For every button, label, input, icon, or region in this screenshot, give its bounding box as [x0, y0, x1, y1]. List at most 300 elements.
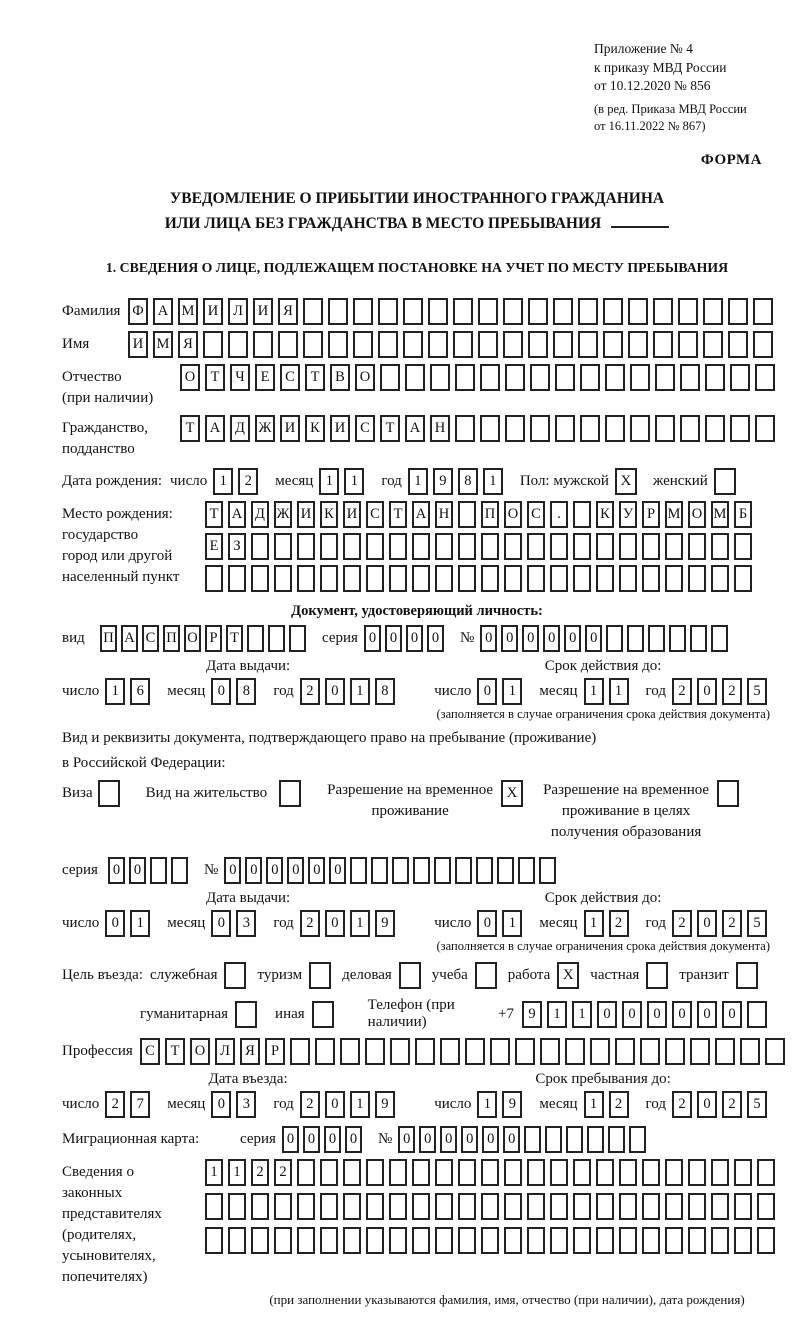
char-cell[interactable]: 0	[585, 625, 602, 652]
char-cell[interactable]: Т	[226, 625, 243, 652]
char-cell[interactable]	[665, 1227, 683, 1254]
char-cell[interactable]	[528, 331, 548, 358]
char-cell[interactable]	[705, 415, 725, 442]
char-cell[interactable]: 0	[329, 857, 346, 884]
char-cell[interactable]	[390, 1038, 410, 1065]
char-cell[interactable]	[353, 331, 373, 358]
char-cell[interactable]	[389, 1193, 407, 1220]
char-cell[interactable]	[540, 1038, 560, 1065]
char-cell[interactable]	[578, 331, 598, 358]
char-cell[interactable]: 5	[747, 1091, 767, 1118]
char-cell[interactable]	[435, 1193, 453, 1220]
char-cell[interactable]	[665, 533, 683, 560]
char-cell[interactable]	[303, 331, 323, 358]
char-cell[interactable]	[688, 1193, 706, 1220]
char-cell[interactable]	[389, 533, 407, 560]
char-cell[interactable]	[627, 625, 644, 652]
char-cell[interactable]: Т	[380, 415, 400, 442]
char-cell[interactable]	[481, 533, 499, 560]
char-cell[interactable]	[630, 415, 650, 442]
char-cell[interactable]: 0	[522, 625, 539, 652]
char-cell[interactable]	[555, 415, 575, 442]
char-cell[interactable]	[458, 565, 476, 592]
char-cell[interactable]	[251, 565, 269, 592]
char-cell[interactable]: 0	[325, 910, 345, 937]
char-cell[interactable]	[518, 857, 535, 884]
char-cell[interactable]: И	[128, 331, 148, 358]
char-cell[interactable]: 2	[672, 910, 692, 937]
char-cell[interactable]	[596, 1227, 614, 1254]
char-cell[interactable]: А	[121, 625, 138, 652]
checkbox-private[interactable]	[646, 962, 668, 989]
char-cell[interactable]: С	[527, 501, 545, 528]
char-cell[interactable]	[278, 331, 298, 358]
char-cell[interactable]	[171, 857, 188, 884]
char-cell[interactable]	[465, 1038, 485, 1065]
char-cell[interactable]	[565, 1038, 585, 1065]
char-cell[interactable]	[550, 1159, 568, 1186]
char-cell[interactable]: Т	[205, 364, 225, 391]
char-cell[interactable]	[403, 331, 423, 358]
char-cell[interactable]	[596, 1159, 614, 1186]
char-cell[interactable]	[380, 364, 400, 391]
char-cell[interactable]	[605, 415, 625, 442]
char-cell[interactable]	[530, 364, 550, 391]
char-cell[interactable]: 0	[597, 1001, 617, 1028]
char-cell[interactable]: 0	[427, 625, 444, 652]
char-cell[interactable]: 3	[236, 910, 256, 937]
char-cell[interactable]	[303, 298, 323, 325]
char-cell[interactable]	[527, 565, 545, 592]
char-cell[interactable]	[642, 533, 660, 560]
char-cell[interactable]: 2	[300, 910, 320, 937]
char-cell[interactable]	[405, 364, 425, 391]
char-cell[interactable]	[690, 625, 707, 652]
char-cell[interactable]	[392, 857, 409, 884]
checkbox-tourism[interactable]	[309, 962, 331, 989]
char-cell[interactable]	[550, 1227, 568, 1254]
char-cell[interactable]: 0	[440, 1126, 457, 1153]
char-cell[interactable]	[458, 1227, 476, 1254]
char-cell[interactable]	[527, 1193, 545, 1220]
char-cell[interactable]	[678, 298, 698, 325]
char-cell[interactable]	[253, 331, 273, 358]
char-cell[interactable]	[247, 625, 264, 652]
char-cell[interactable]: И	[297, 501, 315, 528]
char-cell[interactable]: 0	[308, 857, 325, 884]
char-cell[interactable]: 0	[647, 1001, 667, 1028]
char-cell[interactable]	[366, 565, 384, 592]
char-cell[interactable]	[389, 1159, 407, 1186]
char-cell[interactable]	[455, 857, 472, 884]
char-cell[interactable]	[608, 1126, 625, 1153]
char-cell[interactable]: 1	[350, 1091, 370, 1118]
char-cell[interactable]: Е	[255, 364, 275, 391]
char-cell[interactable]: С	[280, 364, 300, 391]
char-cell[interactable]	[715, 1038, 735, 1065]
char-cell[interactable]: Р	[642, 501, 660, 528]
char-cell[interactable]	[350, 857, 367, 884]
char-cell[interactable]: 1	[350, 910, 370, 937]
char-cell[interactable]	[434, 857, 451, 884]
char-cell[interactable]	[412, 1159, 430, 1186]
char-cell[interactable]	[343, 533, 361, 560]
char-cell[interactable]: А	[153, 298, 173, 325]
char-cell[interactable]	[527, 1159, 545, 1186]
char-cell[interactable]: О	[190, 1038, 210, 1065]
char-cell[interactable]: О	[184, 625, 201, 652]
char-cell[interactable]	[653, 298, 673, 325]
char-cell[interactable]	[619, 1193, 637, 1220]
char-cell[interactable]: 0	[697, 1091, 717, 1118]
char-cell[interactable]: 0	[398, 1126, 415, 1153]
char-cell[interactable]: К	[596, 501, 614, 528]
checkbox-business[interactable]	[399, 962, 421, 989]
char-cell[interactable]	[703, 298, 723, 325]
char-cell[interactable]	[297, 533, 315, 560]
char-cell[interactable]	[458, 1159, 476, 1186]
char-cell[interactable]	[478, 331, 498, 358]
char-cell[interactable]: Р	[205, 625, 222, 652]
char-cell[interactable]	[765, 1038, 785, 1065]
char-cell[interactable]	[412, 565, 430, 592]
char-cell[interactable]	[619, 533, 637, 560]
char-cell[interactable]	[628, 331, 648, 358]
char-cell[interactable]: М	[665, 501, 683, 528]
char-cell[interactable]	[268, 625, 285, 652]
char-cell[interactable]: А	[228, 501, 246, 528]
char-cell[interactable]: 0	[543, 625, 560, 652]
char-cell[interactable]	[573, 533, 591, 560]
char-cell[interactable]	[428, 298, 448, 325]
char-cell[interactable]: 0	[303, 1126, 320, 1153]
char-cell[interactable]	[150, 857, 167, 884]
char-cell[interactable]: 8	[375, 678, 395, 705]
char-cell[interactable]: 0	[211, 678, 231, 705]
checkbox-female[interactable]	[714, 468, 736, 495]
char-cell[interactable]	[596, 565, 614, 592]
char-cell[interactable]: 0	[503, 1126, 520, 1153]
char-cell[interactable]	[320, 565, 338, 592]
char-cell[interactable]	[550, 565, 568, 592]
char-cell[interactable]: Н	[430, 415, 450, 442]
char-cell[interactable]: 2	[722, 678, 742, 705]
char-cell[interactable]: 1	[572, 1001, 592, 1028]
char-cell[interactable]: П	[163, 625, 180, 652]
char-cell[interactable]	[458, 533, 476, 560]
char-cell[interactable]	[730, 364, 750, 391]
char-cell[interactable]: 0	[419, 1126, 436, 1153]
char-cell[interactable]	[665, 565, 683, 592]
char-cell[interactable]: Б	[734, 501, 752, 528]
char-cell[interactable]	[251, 1227, 269, 1254]
char-cell[interactable]	[580, 415, 600, 442]
char-cell[interactable]: 1	[205, 1159, 223, 1186]
char-cell[interactable]	[757, 1227, 775, 1254]
char-cell[interactable]: К	[305, 415, 325, 442]
char-cell[interactable]	[573, 1227, 591, 1254]
char-cell[interactable]: Д	[251, 501, 269, 528]
char-cell[interactable]: В	[330, 364, 350, 391]
char-cell[interactable]	[740, 1038, 760, 1065]
char-cell[interactable]	[527, 1227, 545, 1254]
char-cell[interactable]: 1	[483, 468, 503, 495]
char-cell[interactable]	[630, 364, 650, 391]
char-cell[interactable]: 0	[697, 678, 717, 705]
char-cell[interactable]: 0	[461, 1126, 478, 1153]
char-cell[interactable]: 1	[228, 1159, 246, 1186]
char-cell[interactable]	[476, 857, 493, 884]
char-cell[interactable]	[320, 1193, 338, 1220]
char-cell[interactable]	[545, 1126, 562, 1153]
char-cell[interactable]	[665, 1159, 683, 1186]
char-cell[interactable]	[297, 565, 315, 592]
char-cell[interactable]	[655, 415, 675, 442]
char-cell[interactable]	[228, 1193, 246, 1220]
char-cell[interactable]	[580, 364, 600, 391]
char-cell[interactable]	[455, 415, 475, 442]
char-cell[interactable]	[328, 298, 348, 325]
char-cell[interactable]	[573, 501, 591, 528]
char-cell[interactable]	[412, 1227, 430, 1254]
char-cell[interactable]	[481, 1227, 499, 1254]
char-cell[interactable]	[504, 1227, 522, 1254]
char-cell[interactable]	[665, 1038, 685, 1065]
char-cell[interactable]: 0	[129, 857, 146, 884]
char-cell[interactable]	[524, 1126, 541, 1153]
char-cell[interactable]	[603, 331, 623, 358]
char-cell[interactable]	[403, 298, 423, 325]
char-cell[interactable]	[753, 331, 773, 358]
char-cell[interactable]	[688, 1227, 706, 1254]
char-cell[interactable]: С	[355, 415, 375, 442]
char-cell[interactable]: Ч	[230, 364, 250, 391]
char-cell[interactable]	[428, 331, 448, 358]
checkbox-humanitarian[interactable]	[235, 1001, 257, 1028]
char-cell[interactable]: Н	[435, 501, 453, 528]
char-cell[interactable]	[530, 415, 550, 442]
char-cell[interactable]: 0	[345, 1126, 362, 1153]
char-cell[interactable]	[343, 565, 361, 592]
char-cell[interactable]	[274, 1193, 292, 1220]
char-cell[interactable]: 1	[319, 468, 339, 495]
char-cell[interactable]	[504, 1159, 522, 1186]
char-cell[interactable]: У	[619, 501, 637, 528]
checkbox-temporary-residence[interactable]: X	[501, 780, 523, 807]
char-cell[interactable]: 0	[211, 910, 231, 937]
char-cell[interactable]: 8	[458, 468, 478, 495]
char-cell[interactable]	[705, 364, 725, 391]
char-cell[interactable]: 1	[213, 468, 233, 495]
char-cell[interactable]	[596, 533, 614, 560]
char-cell[interactable]	[734, 565, 752, 592]
char-cell[interactable]: Я	[240, 1038, 260, 1065]
char-cell[interactable]: 0	[480, 625, 497, 652]
char-cell[interactable]	[343, 1193, 361, 1220]
char-cell[interactable]: 1	[130, 910, 150, 937]
char-cell[interactable]	[550, 533, 568, 560]
char-cell[interactable]	[757, 1193, 775, 1220]
char-cell[interactable]: 1	[502, 678, 522, 705]
char-cell[interactable]	[678, 331, 698, 358]
char-cell[interactable]	[481, 565, 499, 592]
char-cell[interactable]	[603, 298, 623, 325]
char-cell[interactable]	[503, 298, 523, 325]
char-cell[interactable]	[481, 1159, 499, 1186]
char-cell[interactable]	[412, 533, 430, 560]
checkbox-official[interactable]	[224, 962, 246, 989]
char-cell[interactable]	[605, 364, 625, 391]
char-cell[interactable]	[653, 331, 673, 358]
char-cell[interactable]	[389, 1227, 407, 1254]
char-cell[interactable]	[365, 1038, 385, 1065]
char-cell[interactable]: О	[180, 364, 200, 391]
char-cell[interactable]	[251, 1193, 269, 1220]
char-cell[interactable]: Я	[178, 331, 198, 358]
char-cell[interactable]: 1	[105, 678, 125, 705]
char-cell[interactable]	[480, 415, 500, 442]
char-cell[interactable]	[320, 1227, 338, 1254]
char-cell[interactable]	[435, 565, 453, 592]
char-cell[interactable]: 0	[697, 1001, 717, 1028]
char-cell[interactable]	[481, 1193, 499, 1220]
char-cell[interactable]	[642, 1159, 660, 1186]
char-cell[interactable]	[680, 364, 700, 391]
char-cell[interactable]: М	[178, 298, 198, 325]
char-cell[interactable]: 0	[672, 1001, 692, 1028]
char-cell[interactable]	[665, 1193, 683, 1220]
char-cell[interactable]	[642, 1193, 660, 1220]
char-cell[interactable]	[328, 331, 348, 358]
char-cell[interactable]	[366, 1159, 384, 1186]
char-cell[interactable]: И	[253, 298, 273, 325]
char-cell[interactable]: 0	[722, 1001, 742, 1028]
checkbox-work[interactable]: X	[557, 962, 579, 989]
char-cell[interactable]	[320, 533, 338, 560]
char-cell[interactable]	[205, 1227, 223, 1254]
char-cell[interactable]	[251, 533, 269, 560]
char-cell[interactable]	[539, 857, 556, 884]
char-cell[interactable]	[730, 415, 750, 442]
char-cell[interactable]	[711, 1193, 729, 1220]
char-cell[interactable]	[711, 625, 728, 652]
char-cell[interactable]	[587, 1126, 604, 1153]
char-cell[interactable]: 2	[672, 1091, 692, 1118]
char-cell[interactable]: Е	[205, 533, 223, 560]
checkbox-study[interactable]	[475, 962, 497, 989]
char-cell[interactable]	[669, 625, 686, 652]
char-cell[interactable]: О	[355, 364, 375, 391]
char-cell[interactable]	[366, 533, 384, 560]
char-cell[interactable]	[478, 298, 498, 325]
char-cell[interactable]	[378, 298, 398, 325]
char-cell[interactable]: Л	[228, 298, 248, 325]
char-cell[interactable]	[415, 1038, 435, 1065]
char-cell[interactable]: Ж	[255, 415, 275, 442]
char-cell[interactable]	[628, 298, 648, 325]
char-cell[interactable]	[734, 1159, 752, 1186]
char-cell[interactable]: 2	[300, 678, 320, 705]
char-cell[interactable]	[711, 533, 729, 560]
char-cell[interactable]	[505, 364, 525, 391]
char-cell[interactable]: 0	[245, 857, 262, 884]
char-cell[interactable]	[642, 565, 660, 592]
char-cell[interactable]: Д	[230, 415, 250, 442]
char-cell[interactable]: 2	[609, 1091, 629, 1118]
char-cell[interactable]: Т	[205, 501, 223, 528]
char-cell[interactable]	[435, 533, 453, 560]
char-cell[interactable]	[435, 1227, 453, 1254]
checkbox-visa[interactable]	[98, 780, 120, 807]
char-cell[interactable]	[228, 331, 248, 358]
checkbox-temporary-residence-education[interactable]	[717, 780, 739, 807]
char-cell[interactable]: И	[280, 415, 300, 442]
char-cell[interactable]: А	[205, 415, 225, 442]
checkbox-other[interactable]	[312, 1001, 334, 1028]
char-cell[interactable]: 0	[564, 625, 581, 652]
char-cell[interactable]	[389, 565, 407, 592]
char-cell[interactable]: К	[320, 501, 338, 528]
char-cell[interactable]: 3	[236, 1091, 256, 1118]
char-cell[interactable]	[596, 1193, 614, 1220]
char-cell[interactable]	[504, 533, 522, 560]
char-cell[interactable]	[688, 533, 706, 560]
char-cell[interactable]: А	[405, 415, 425, 442]
char-cell[interactable]: .	[550, 501, 568, 528]
char-cell[interactable]	[753, 298, 773, 325]
char-cell[interactable]: 1	[477, 1091, 497, 1118]
char-cell[interactable]: 2	[300, 1091, 320, 1118]
char-cell[interactable]	[734, 1193, 752, 1220]
char-cell[interactable]	[655, 364, 675, 391]
char-cell[interactable]	[648, 625, 665, 652]
checkbox-residence-permit[interactable]	[279, 780, 301, 807]
char-cell[interactable]	[297, 1193, 315, 1220]
checkbox-transit[interactable]	[736, 962, 758, 989]
char-cell[interactable]	[528, 298, 548, 325]
char-cell[interactable]: Ф	[128, 298, 148, 325]
char-cell[interactable]: 0	[266, 857, 283, 884]
char-cell[interactable]	[340, 1038, 360, 1065]
char-cell[interactable]	[566, 1126, 583, 1153]
char-cell[interactable]	[553, 298, 573, 325]
char-cell[interactable]	[555, 364, 575, 391]
char-cell[interactable]	[734, 533, 752, 560]
char-cell[interactable]	[690, 1038, 710, 1065]
char-cell[interactable]: 0	[105, 910, 125, 937]
char-cell[interactable]	[315, 1038, 335, 1065]
char-cell[interactable]	[755, 364, 775, 391]
char-cell[interactable]: 1	[408, 468, 428, 495]
char-cell[interactable]: 1	[584, 910, 604, 937]
char-cell[interactable]	[578, 298, 598, 325]
char-cell[interactable]	[205, 565, 223, 592]
char-cell[interactable]	[504, 1193, 522, 1220]
char-cell[interactable]: 7	[130, 1091, 150, 1118]
char-cell[interactable]	[590, 1038, 610, 1065]
char-cell[interactable]	[490, 1038, 510, 1065]
char-cell[interactable]	[711, 565, 729, 592]
char-cell[interactable]: 1	[350, 678, 370, 705]
char-cell[interactable]: 9	[502, 1091, 522, 1118]
char-cell[interactable]	[453, 298, 473, 325]
char-cell[interactable]: Р	[265, 1038, 285, 1065]
char-cell[interactable]: И	[330, 415, 350, 442]
char-cell[interactable]: П	[100, 625, 117, 652]
char-cell[interactable]: 1	[502, 910, 522, 937]
char-cell[interactable]	[503, 331, 523, 358]
char-cell[interactable]	[290, 1038, 310, 1065]
